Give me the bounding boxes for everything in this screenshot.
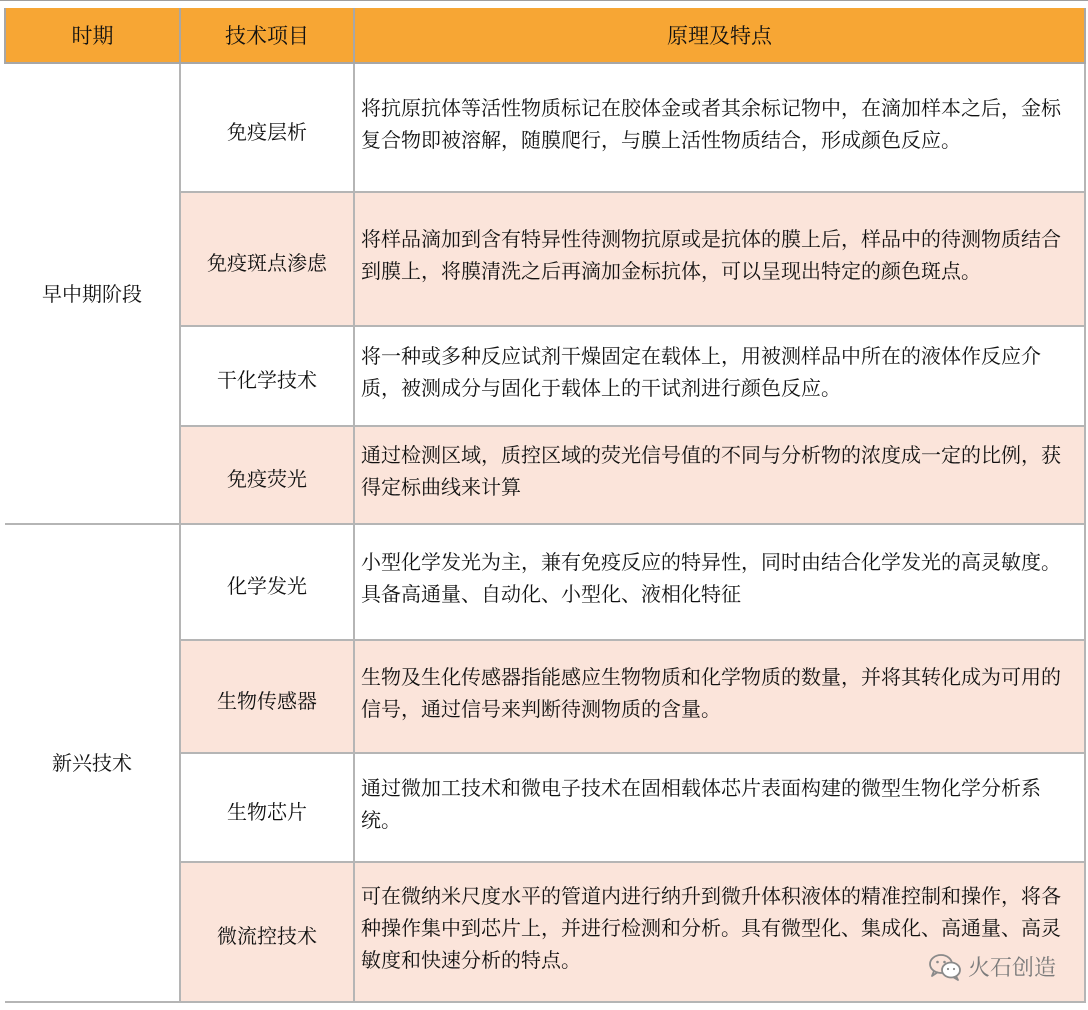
tech-cell: 免疫荧光 (180, 426, 354, 524)
period-cell: 新兴技术 (5, 524, 180, 1002)
tech-cell: 免疫层析 (180, 63, 354, 192)
desc-cell: 通过检测区域，质控区域的荧光信号值的不同与分析物的浓度成一定的比例，获得定标曲线来计算 (354, 426, 1085, 524)
desc-cell: 可在微纳米尺度水平的管道内进行纳升到微升体积液体的精准控制和操作，将各种操作集中到芯片上，并进行检测和分析。具有微型化、集成化、高通量、高灵敏度和快速分析的特点。 (354, 862, 1085, 1002)
header-desc: 原理及特点 (354, 8, 1085, 63)
tech-cell: 免疫斑点渗虑 (180, 192, 354, 326)
table-row (5, 63, 1085, 192)
tech-cell: 生物芯片 (180, 753, 354, 862)
period-cell: 早中期阶段 (5, 63, 180, 524)
header-row (5, 8, 1085, 63)
wechat-icon (928, 953, 962, 981)
desc-cell: 通过微加工技术和微电子技术在固相载体芯片表面构建的微型生物化学分析系统。 (354, 753, 1085, 862)
header-tech: 技术项目 (180, 8, 354, 63)
header-period: 时期 (5, 8, 180, 63)
desc-cell: 将样品滴加到含有特异性待测物抗原或是抗体的膜上后，样品中的待测物质结合到膜上，将膜清洗之后再滴加金标抗体，可以呈现出特定的颜色斑点。 (354, 192, 1085, 326)
desc-cell: 生物及生化传感器指能感应生物物质和化学物质的数量，并将其转化成为可用的信号，通过信号来判断待测物质的含量。 (354, 640, 1085, 753)
tech-cell: 干化学技术 (180, 326, 354, 426)
table-row (5, 524, 1085, 640)
desc-cell: 将一种或多种反应试剂干燥固定在载体上，用被测样品中所在的液体作反应介质，被测成分与固化于载体上的干试剂进行颜色反应。 (354, 326, 1085, 426)
desc-cell: 小型化学发光为主，兼有免疫反应的特异性，同时由结合化学发光的高灵敏度。具备高通量、自动化、小型化、液相化特征 (354, 524, 1085, 640)
watermark-text: 火石创造 (967, 956, 1056, 981)
tech-cell: 微流控技术 (180, 862, 354, 1002)
tech-table (4, 8, 1086, 1003)
watermark (928, 951, 1056, 982)
desc-cell: 将抗原抗体等活性物质标记在胶体金或者其余标记物中，在滴加样本之后，金标复合物即被溶解，随膜爬行，与膜上活性物质结合，形成颜色反应。 (354, 63, 1085, 192)
tech-cell: 化学发光 (180, 524, 354, 640)
tech-cell: 生物传感器 (180, 640, 354, 753)
